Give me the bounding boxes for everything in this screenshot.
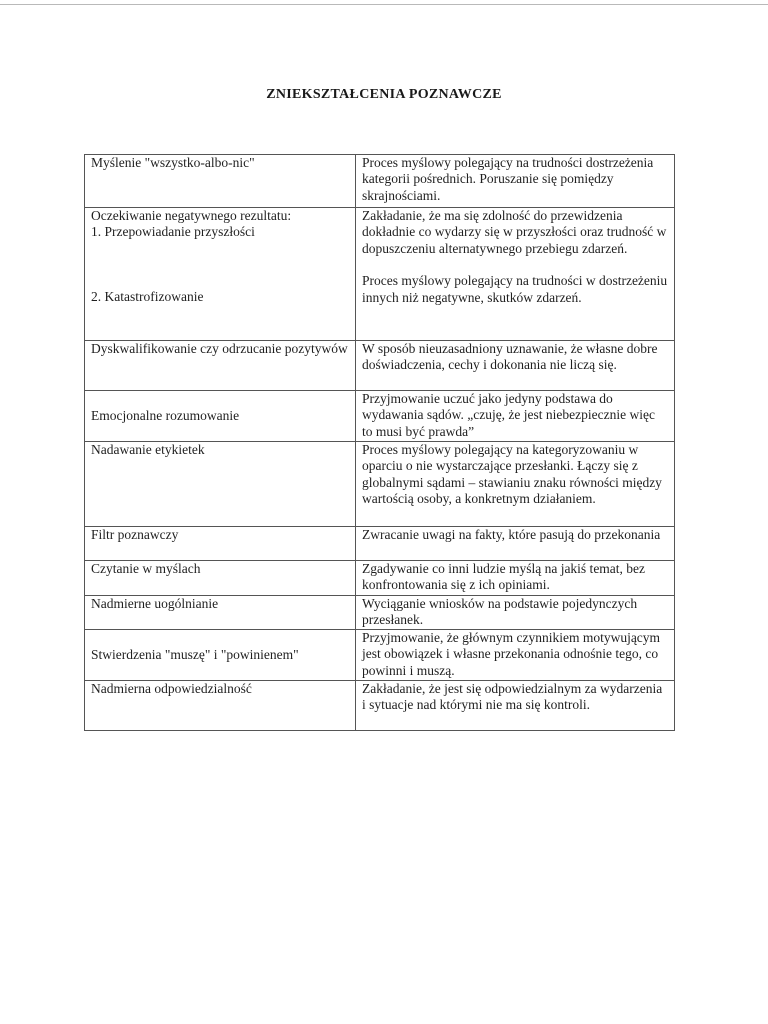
description-cell: Przyjmowanie uczuć jako jedyny podstawa do wydawania sądów. „czuję, że jest niebezpiecznie więc to musi być prawda” xyxy=(356,391,675,442)
term-cell: Filtr poznawczy xyxy=(85,527,356,561)
description-cell: Zakładanie, że jest się odpowiedzialnym za wydarzenia i sytuacje nad którymi nie ma się kontroli. xyxy=(356,680,675,730)
description-subitem-1: Zakładanie, że ma się zdolność do przewidzenia dokładnie co wydarzy się w przyszłości oraz trudność w dopuszczeniu alternatywnego przebiegu zdarzeń. xyxy=(362,208,667,256)
term-subitem-2: 2. Katastrofizowanie xyxy=(91,288,204,304)
distortions-table xyxy=(84,154,675,731)
term-cell: Czytanie w myślach xyxy=(85,561,356,596)
table-row xyxy=(85,155,675,208)
description-cell: Zwracanie uwagi na fakty, które pasują do przekonania xyxy=(356,527,675,561)
description-cell: Wyciąganie wniosków na podstawie pojedynczych przesłanek. xyxy=(356,596,675,630)
description-cell: Proces myślowy polegający na trudności dostrzeżenia kategorii pośrednich. Poruszanie się pomiędzy skrajnościami. xyxy=(356,155,675,208)
table-row xyxy=(85,442,675,527)
table-row xyxy=(85,596,675,630)
description-cell: Proces myślowy polegający na kategoryzowaniu w oparciu o nie wystarczające przesłanki. Łączy się z globalnymi sądami – stawianiu znaku równości między wartością osoby, a konkretnym działaniem. xyxy=(356,442,675,527)
term-subitem-1: 1. Przepowiadanie przyszłości xyxy=(91,224,255,240)
description-cell: W sposób nieuzasadniony uznawanie, że własne dobre doświadczenia, cechy i dokonania nie liczą się. xyxy=(356,341,675,391)
description-cell: Zgadywanie co inni ludzie myślą na jakiś temat, bez konfrontowania się z ich opiniami. xyxy=(356,561,675,596)
term-cell: Nadmierne uogólnianie xyxy=(85,596,356,630)
document-title: ZNIEKSZTAŁCENIA POZNAWCZE xyxy=(266,87,502,102)
table-row xyxy=(85,527,675,561)
table-row xyxy=(85,391,675,442)
term-cell: Emocjonalne rozumowanie xyxy=(85,391,356,442)
term-cell: Stwierdzenia "muszę" i "powinienem" xyxy=(85,629,356,680)
spacer xyxy=(91,273,349,289)
table-row xyxy=(85,341,675,391)
term-cell: Nadawanie etykietek xyxy=(85,442,356,527)
table-row xyxy=(85,208,675,341)
description-subitem-2: Proces myślowy polegający na trudności w dostrzeżeniu innych niż negatywne, skutków zdarzeń. xyxy=(362,273,668,305)
term-heading: Oczekiwanie negatywnego rezultatu: xyxy=(91,208,292,223)
spacer xyxy=(91,257,349,273)
table-row xyxy=(85,561,675,596)
spacer xyxy=(91,241,349,257)
term-cell: Myślenie "wszystko-albo-nic" xyxy=(85,155,356,208)
term-cell xyxy=(85,208,356,341)
term-cell: Nadmierna odpowiedzialność xyxy=(85,680,356,730)
table-row xyxy=(85,680,675,730)
table-row xyxy=(85,629,675,680)
scan-edge-line xyxy=(0,4,768,5)
spacer xyxy=(362,257,668,273)
term-cell: Dyskwalifikowanie czy odrzucanie pozytywów xyxy=(85,341,356,391)
description-cell: Przyjmowanie, że głównym czynnikiem motywującym jest obowiązek i własne przekonania odnośnie tego, co powinni i muszą. xyxy=(356,629,675,680)
description-cell xyxy=(356,208,675,341)
